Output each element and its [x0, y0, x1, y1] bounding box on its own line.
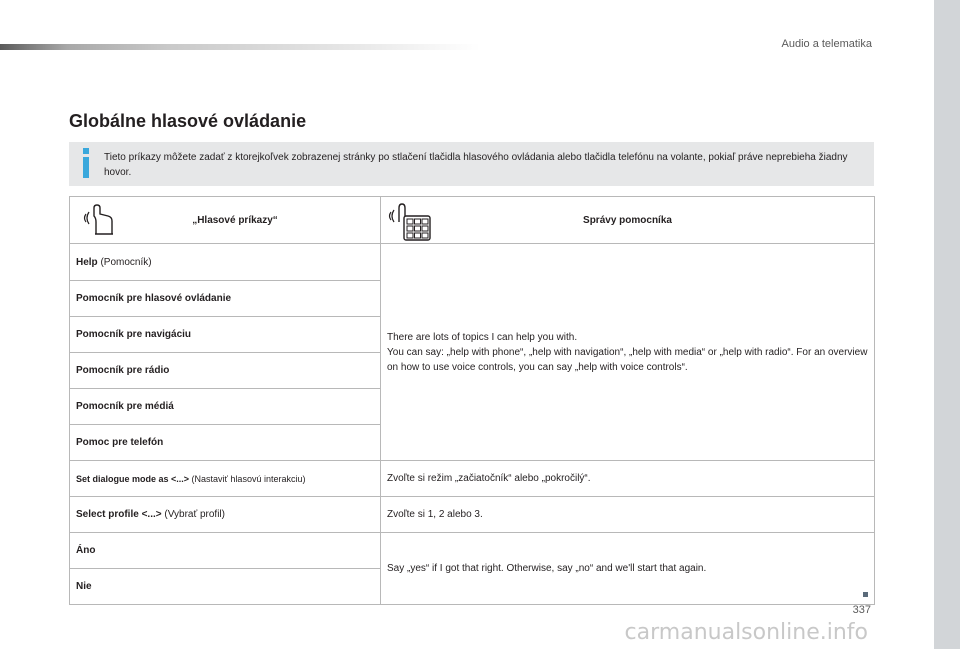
command-note: (Vybrať profil): [161, 509, 225, 520]
command-name: Pomoc pre telefón: [76, 437, 164, 448]
table-row: [70, 533, 875, 569]
voice-command-icon: [82, 200, 116, 236]
dialogue-response-cell: Zvoľte si režim „začiatočník“ alebo „pokročilý“.: [381, 461, 875, 497]
command-note: (Nastaviť hlasovú interakciu): [189, 473, 306, 484]
header-help-messages: [381, 197, 875, 244]
header-gradient-bar: [0, 44, 480, 50]
voice-keypad-icon: [387, 200, 433, 242]
command-cell: [70, 497, 381, 533]
command-name: Select profile <...>: [76, 509, 162, 520]
command-note: (Pomocník): [97, 256, 152, 268]
command-cell: [70, 353, 381, 389]
page-title: Globálne hlasové ovládanie: [69, 111, 307, 131]
table-header-row: [70, 197, 875, 244]
command-name: Pomocník pre rádio: [76, 365, 170, 376]
watermark: carmanualsonline.info: [624, 620, 868, 645]
help-response-line2: You can say: „help with phone“, „help with navigation“, „help with media“ or „help with radio“. For an overview on how to use voice controls, you can say „help with voice controls“.: [387, 346, 868, 373]
command-cell: [70, 389, 381, 425]
header-voice-label: „Hlasové príkazy“: [192, 214, 278, 226]
section-label: Audio a telematika: [781, 38, 872, 50]
voice-command-table: [69, 196, 875, 605]
command-cell: [70, 281, 381, 317]
yesno-response-cell: Say „yes“ if I got that right. Otherwise, say „no“ and we'll start that again.: [381, 533, 875, 605]
table-row: [70, 497, 875, 533]
page-side-strip: [934, 0, 960, 649]
command-name: Help: [76, 256, 98, 268]
info-icon: [81, 148, 91, 178]
header-help-label: Správy pomocníka: [583, 214, 672, 226]
command-cell: [70, 569, 381, 605]
profile-response-cell: Zvoľte si 1, 2 alebo 3.: [381, 497, 875, 533]
command-cell: [70, 461, 381, 497]
command-name: Set dialogue mode as <...>: [76, 473, 190, 484]
help-response-cell: [381, 244, 875, 461]
table-row: [70, 244, 875, 281]
table-row: [70, 461, 875, 497]
command-name: Pomocník pre hlasové ovládanie: [76, 293, 232, 304]
header-voice-commands: [70, 197, 381, 244]
command-cell: [70, 244, 381, 281]
page-marker: [863, 592, 868, 597]
page-number: 337: [852, 604, 871, 616]
command-cell: [70, 533, 381, 569]
help-response-line1: There are lots of topics I can help you with.: [387, 331, 578, 343]
command-cell: [70, 317, 381, 353]
command-name: Nie: [76, 581, 92, 592]
command-name: Pomocník pre médiá: [76, 401, 174, 412]
command-name: Áno: [76, 545, 96, 556]
info-text: Tieto príkazy môžete zadať z ktorejkoľvek zobrazenej stránky po stlačení tlačidla hlasového ovládania alebo tlačidla telefónu na volante, pokiaľ práve neprebieha žiadny hovor.: [104, 152, 848, 178]
info-box: [69, 142, 874, 186]
command-cell: [70, 425, 381, 461]
command-name: Pomocník pre navigáciu: [76, 329, 192, 340]
